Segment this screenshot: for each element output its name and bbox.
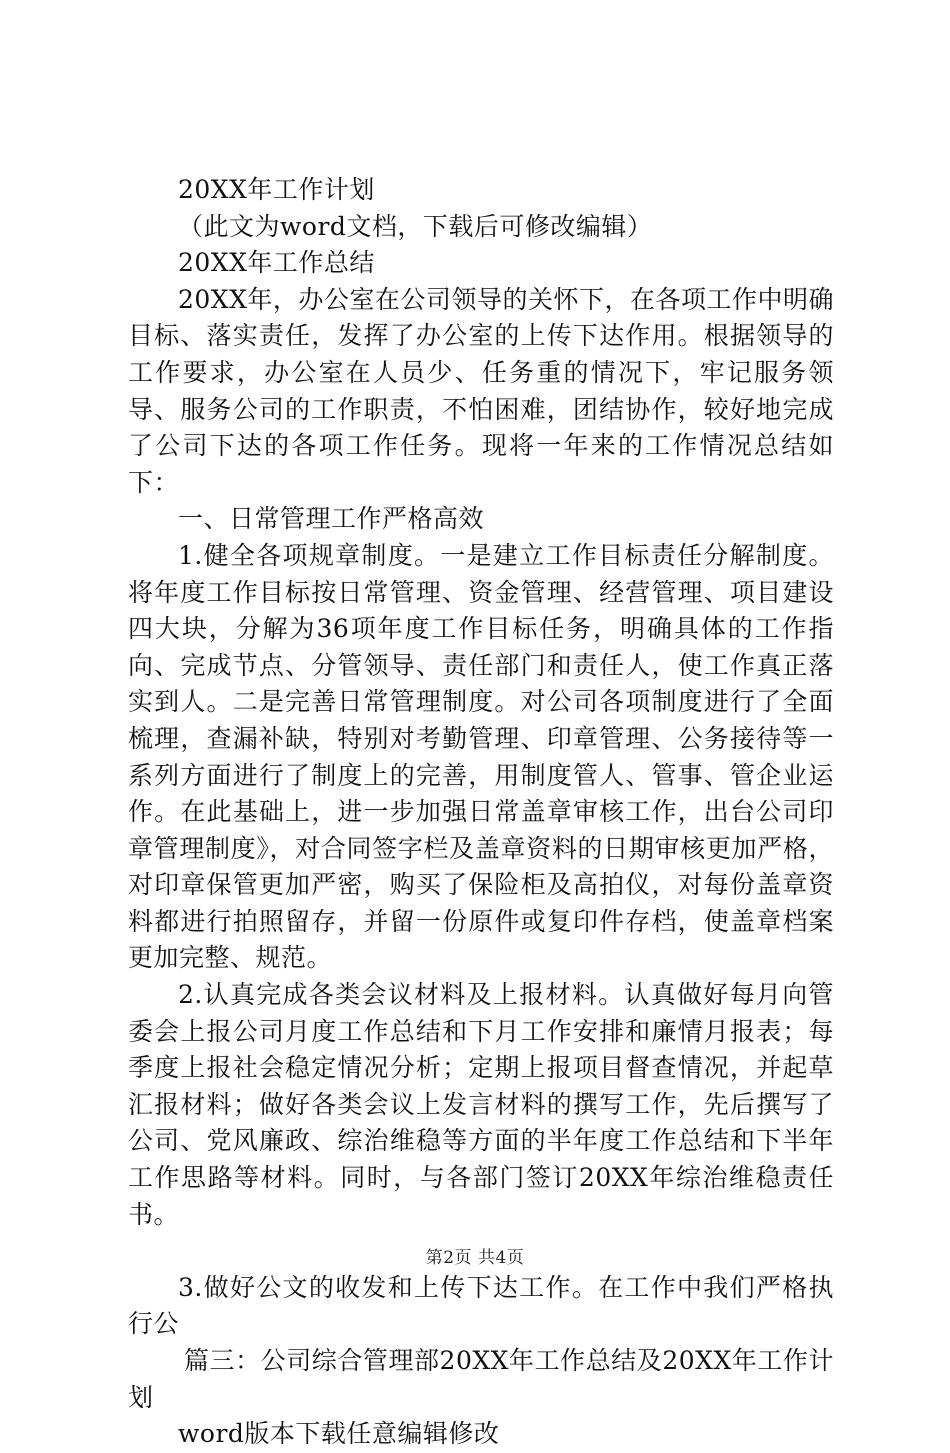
page-number-footer: 第2页 共4页	[425, 1248, 525, 1268]
word-version-note: word版本下载任意编辑修改	[178, 1419, 500, 1449]
intro-paragraph: 20XX年，办公室在公司领导的关怀下，在各项工作中明确目标、落实责任，发挥了办公室的上传下达作用。根据领导的工作要求，办公室在人员少、任务重的情况下，牢记服务领导、服务公司的工作职责，不怕困难，团结协作，较好地完成了公司下达的各项工作任务。现将一年来的工作情况总结如下：	[128, 284, 834, 497]
section-heading: 一、日常管理工作严格高效	[178, 504, 485, 534]
plan-title: 20XX年工作计划	[178, 175, 375, 204]
summary-title: 20XX年工作总结	[178, 248, 375, 278]
item-1-paragraph: 1.健全各项规章制度。一是建立工作目标责任分解制度。将年度工作目标按日常管理、资金管理、经营管理、项目建设四大块，分解为36项年度工作目标任务，明确具体的工作指向、完成节点、分管领导、责任部门和责任人，使工作真正落实到人。二是完善日常管理制度。对公司各项制度进行了全面梳理，查漏补缺，特别对考勤管理、印章管理、公务接待等一系列方面进行了制度上的完善，用制度管人、管事、管企业运作。在此基础上，进一步加强日常盖章审核工作，出台公司印章管理制度》，对合同签字栏及盖章资料的日期审核更加严格，对印章保管更加严密，购买了保险柜及高拍仪，对每份盖章资料都进行拍照留存，并留一份原件或复印件存档，使盖章档案更加完整、规范。	[128, 540, 834, 973]
item-2-paragraph: 2.认真完成各类会议材料及上报材料。认真做好每月向管委会上报公司月度工作总结和下月工作安排和廉情月报表；每季度上报社会稳定情况分析；定期上报项目督查情况，并起草汇报材料；做好各类会议上发言材料的撰写工作，先后撰写了公司、党风廉政、综治维稳等方面的半年度工作总结和下半年工作思路等材料。同时，与各部门签订20XX年综治维稳责任书。	[128, 980, 834, 1229]
item-3-paragraph: 3.做好公文的收发和上传下达工作。在工作中我们严格执行公	[128, 1272, 834, 1339]
editable-note: （此文为word文档，下载后可修改编辑）	[178, 211, 653, 241]
chapter-three-heading: 篇三：公司综合管理部20XX年工作总结及20XX年工作计划	[128, 1346, 834, 1412]
